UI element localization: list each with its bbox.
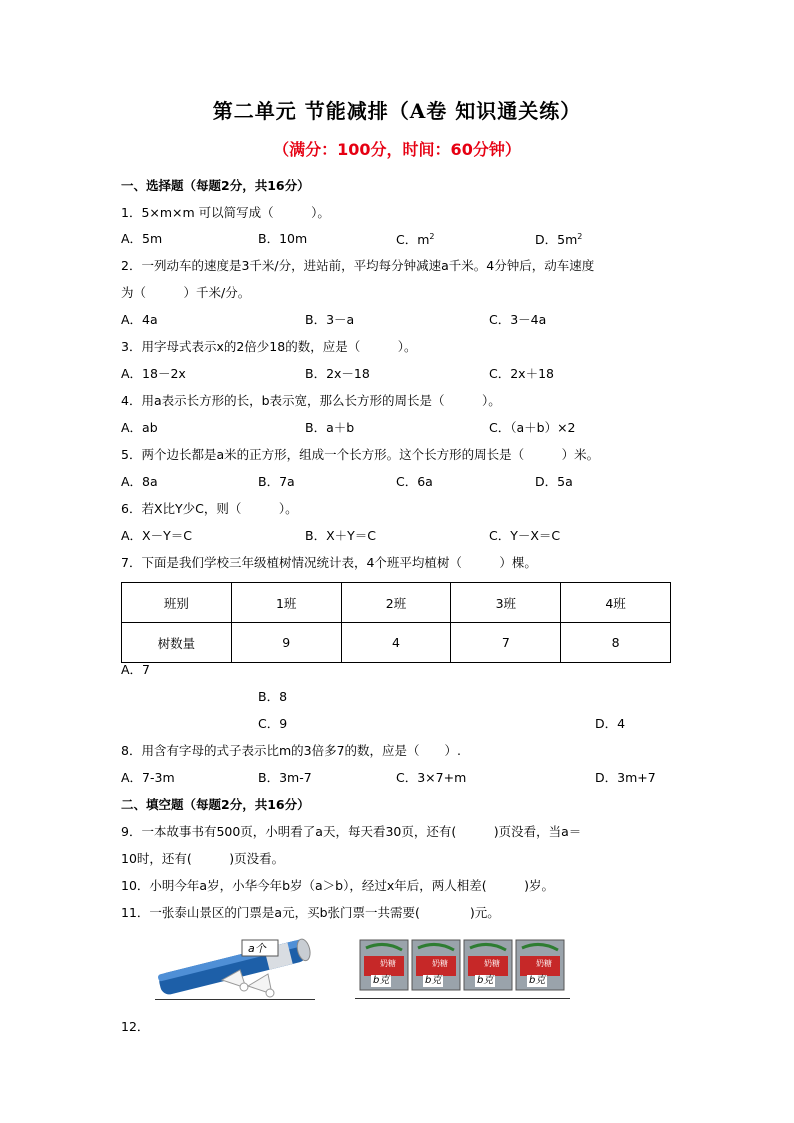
section-heading-choice: 一、选择题（每题2分，共16分） <box>121 178 310 193</box>
question-9-line2: 10时，还有( )页没看。 <box>121 851 285 866</box>
q5-option-c: C．6a <box>396 474 433 489</box>
q2-option-c: C．3－4a <box>489 312 547 327</box>
question-12: 12． <box>121 1019 150 1034</box>
q8-option-d: D．3m+7 <box>595 770 656 785</box>
q3-option-b: B．2x－18 <box>305 366 370 381</box>
question-9: 9．一本故事书有500页，小明看了a天，每天看30页，还有( )页没看，当a＝ <box>121 824 582 839</box>
bag-label-4: b克 <box>529 975 546 986</box>
question-2: 2．一列动车的速度是3千米/分，进站前，平均每分钟减速a千米。4分钟后，动车速度 <box>121 258 595 273</box>
bag-label-2: b克 <box>425 975 442 986</box>
question-7: 7．下面是我们学校三年级植树情况统计表，4个班平均植树（ ）棵。 <box>121 555 537 570</box>
table-cell: 4班 <box>561 583 671 623</box>
table-header-row <box>122 583 671 623</box>
table-cell: 9 <box>231 623 341 663</box>
tree-planting-table <box>121 582 671 663</box>
bag-brand-1: 奶糖 <box>380 959 396 968</box>
q4-option-a: A．ab <box>121 420 158 435</box>
q5-option-a: A．8a <box>121 474 158 489</box>
q7-option-b: B．8 <box>258 689 288 704</box>
table-cell: 班别 <box>122 583 232 623</box>
question-5: 5．两个边长都是a米的正方形，组成一个长方形。这个长方形的周长是（ ）米。 <box>121 447 600 462</box>
bag-brand-4: 奶糖 <box>536 959 552 968</box>
question-3: 3．用字母式表示x的2倍少18的数，应是（ ）。 <box>121 339 417 354</box>
q7-option-d: D．4 <box>595 716 626 731</box>
q2-option-a: A．4a <box>121 312 158 327</box>
q3-option-a: A．18－2x <box>121 366 186 381</box>
bag-label-3: b克 <box>477 975 494 986</box>
q8-option-a: A．7-3m <box>121 770 175 785</box>
q6-option-c: C．Y－X＝C <box>489 528 561 543</box>
question-4: 4．用a表示长方形的长，b表示宽，那么长方形的周长是（ ）。 <box>121 393 501 408</box>
bracket-left <box>155 993 315 1000</box>
page-title: 第二单元 节能减排（A卷 知识通关练） <box>212 99 582 123</box>
table-cell: 2班 <box>341 583 451 623</box>
candy-bags-image <box>358 938 568 993</box>
q7-option-c: C．9 <box>258 716 288 731</box>
table-row <box>122 623 671 663</box>
q3-option-c: C．2x＋18 <box>489 366 554 381</box>
bracket-right <box>355 992 570 999</box>
question-10: 10．小明今年a岁，小华今年b岁（a＞b），经过x年后，两人相差( )岁。 <box>121 878 554 893</box>
q8-option-c: C．3×7+m <box>396 770 467 785</box>
question-2-line2: 为（ ）千米/分。 <box>121 285 251 300</box>
q2-option-b: B．3－a <box>305 312 355 327</box>
tube-label: a个 <box>248 942 266 955</box>
q4-option-c: C．（a＋b）×2 <box>489 420 576 435</box>
q1-option-c: C．$m^2$ <box>396 232 435 248</box>
q6-option-a: A．X－Y＝C <box>121 528 192 543</box>
table-cell: 树数量 <box>122 623 232 663</box>
q4-option-b: B．a＋b <box>305 420 355 435</box>
bag-brand-2: 奶糖 <box>432 959 448 968</box>
question-1: 1．5×m×m 可以简写成（ ）。 <box>121 205 330 220</box>
bag-label-1: b克 <box>373 975 390 986</box>
q1-option-d: D．$5m^2$ <box>535 232 583 248</box>
page-subtitle: （满分：100分，时间：60分钟） <box>273 140 521 159</box>
q1-option-a: A．5m <box>121 231 163 246</box>
table-cell: 4 <box>341 623 451 663</box>
table-cell: 7 <box>451 623 561 663</box>
q7-option-a: A．7 <box>121 662 151 677</box>
q6-option-b: B．X＋Y＝C <box>305 528 377 543</box>
question-6: 6．若X比Y少C，则（ ）。 <box>121 501 298 516</box>
q1-option-b: B．10m <box>258 231 308 246</box>
question-11: 11．一张泰山景区的门票是a元，买b张门票一共需要( )元。 <box>121 905 500 920</box>
table-cell: 3班 <box>451 583 561 623</box>
q5-option-d: D．5a <box>535 474 573 489</box>
bag-brand-3: 奶糖 <box>484 959 500 968</box>
table-cell: 1班 <box>231 583 341 623</box>
q8-option-b: B．3m-7 <box>258 770 312 785</box>
q5-option-b: B．7a <box>258 474 295 489</box>
question-8: 8．用含有字母的式子表示比m的3倍多7的数，应是（ ）. <box>121 743 462 758</box>
table-cell: 8 <box>561 623 671 663</box>
section-heading-fill: 二、填空题（每题2分，共16分） <box>121 797 310 812</box>
